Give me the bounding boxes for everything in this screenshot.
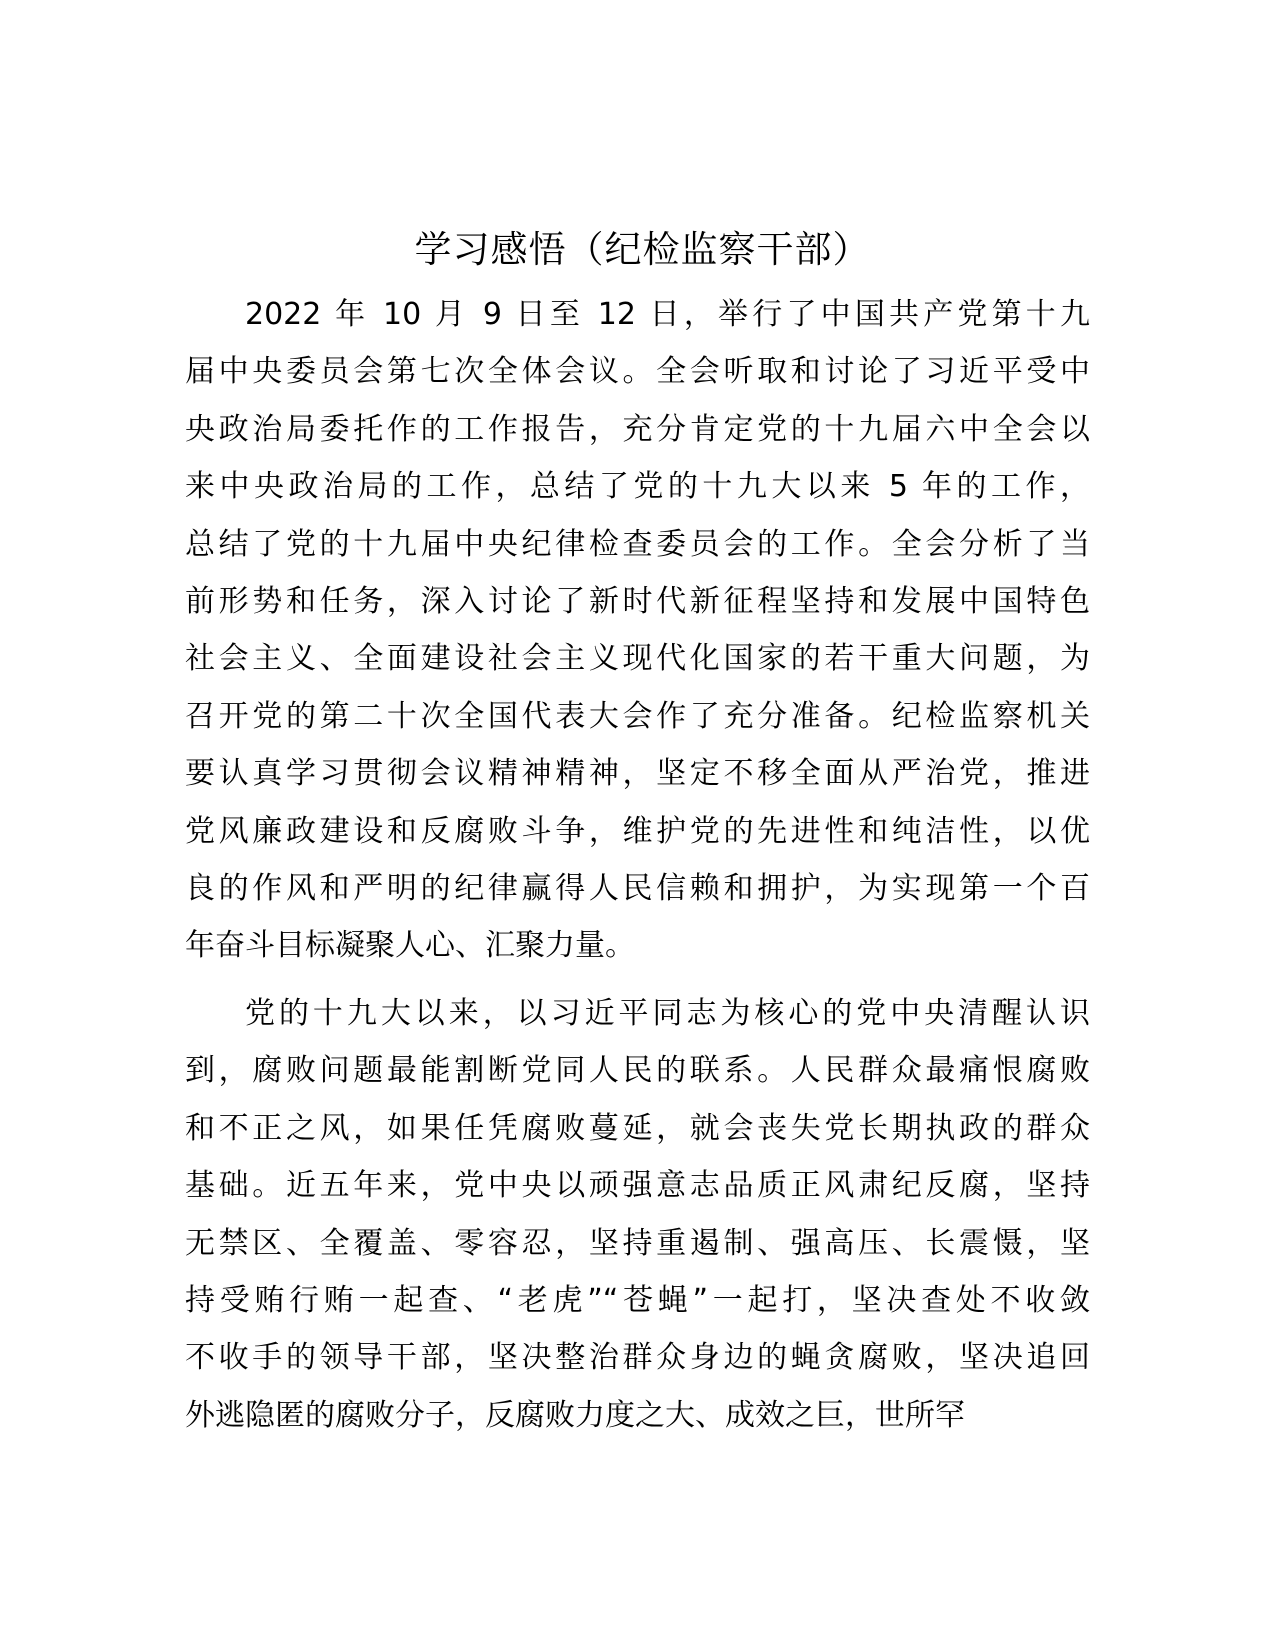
paragraph-line: 年奋斗目标凝聚人心、汇聚力量。 <box>185 928 635 964</box>
paragraph-line: 央政治局委托作的工作报告，充分肯定党的十九届六中全会以 <box>185 411 1090 447</box>
paragraph-line: 前形势和任务，深入讨论了新时代新征程坚持和发展中国特色 <box>185 584 1090 620</box>
paragraph-line: 外逃隐匿的腐败分子，反腐败力度之大、成效之巨，世所罕 <box>185 1397 965 1433</box>
paragraph-line: 要认真学习贯彻会议精神精神，坚定不移全面从严治党，推进 <box>185 756 1090 792</box>
paragraph-line: 持受贿行贿一起查、“老虎”“苍蝇”一起打，坚决查处不收敛 <box>185 1282 1090 1318</box>
paragraph-1 <box>185 286 1090 975</box>
paragraph-2 <box>185 985 1090 1444</box>
paragraph-line: 社会主义、全面建设社会主义现代化国家的若干重大问题，为 <box>185 641 1090 677</box>
paragraph-line: 2022 年 10 月 9 日至 12 日，举行了中国共产党第十九 <box>245 297 1090 332</box>
paragraph-line: 基础。近五年来，党中央以顽强意志品质正风肃纪反腐，坚持 <box>185 1168 1090 1204</box>
document-body <box>185 222 1090 1444</box>
paragraph-line: 不收手的领导干部，坚决整治群众身边的蝇贪腐败，坚决追回 <box>185 1340 1090 1376</box>
document-title: 学习感悟（纪检监察干部） <box>414 228 871 271</box>
paragraph-line: 和不正之风，如果任凭腐败蔓延，就会丧失党长期执政的群众 <box>185 1110 1090 1146</box>
paragraph-line: 党风廉政建设和反腐败斗争，维护党的先进性和纯洁性，以优 <box>185 813 1090 849</box>
paragraph-line: 届中央委员会第七次全体会议。全会听取和讨论了习近平受中 <box>185 354 1090 390</box>
paragraph-line: 无禁区、全覆盖、零容忍，坚持重遏制、强高压、长震慑，坚 <box>185 1225 1090 1261</box>
paragraph-line: 良的作风和严明的纪律赢得人民信赖和拥护，为实现第一个百 <box>185 871 1090 907</box>
paragraph-line: 召开党的第二十次全国代表大会作了充分准备。纪检监察机关 <box>185 698 1090 734</box>
paragraph-line: 总结了党的十九届中央纪律检查委员会的工作。全会分析了当 <box>185 526 1090 562</box>
paragraph-line: 党的十九大以来，以习近平同志为核心的党中央清醒认识 <box>245 995 1090 1031</box>
paragraph-line: 到，腐败问题最能割断党同人民的联系。人民群众最痛恨腐败 <box>185 1053 1090 1089</box>
paragraph-line: 来中央政治局的工作，总结了党的十九大以来 5 年的工作， <box>185 469 1090 505</box>
